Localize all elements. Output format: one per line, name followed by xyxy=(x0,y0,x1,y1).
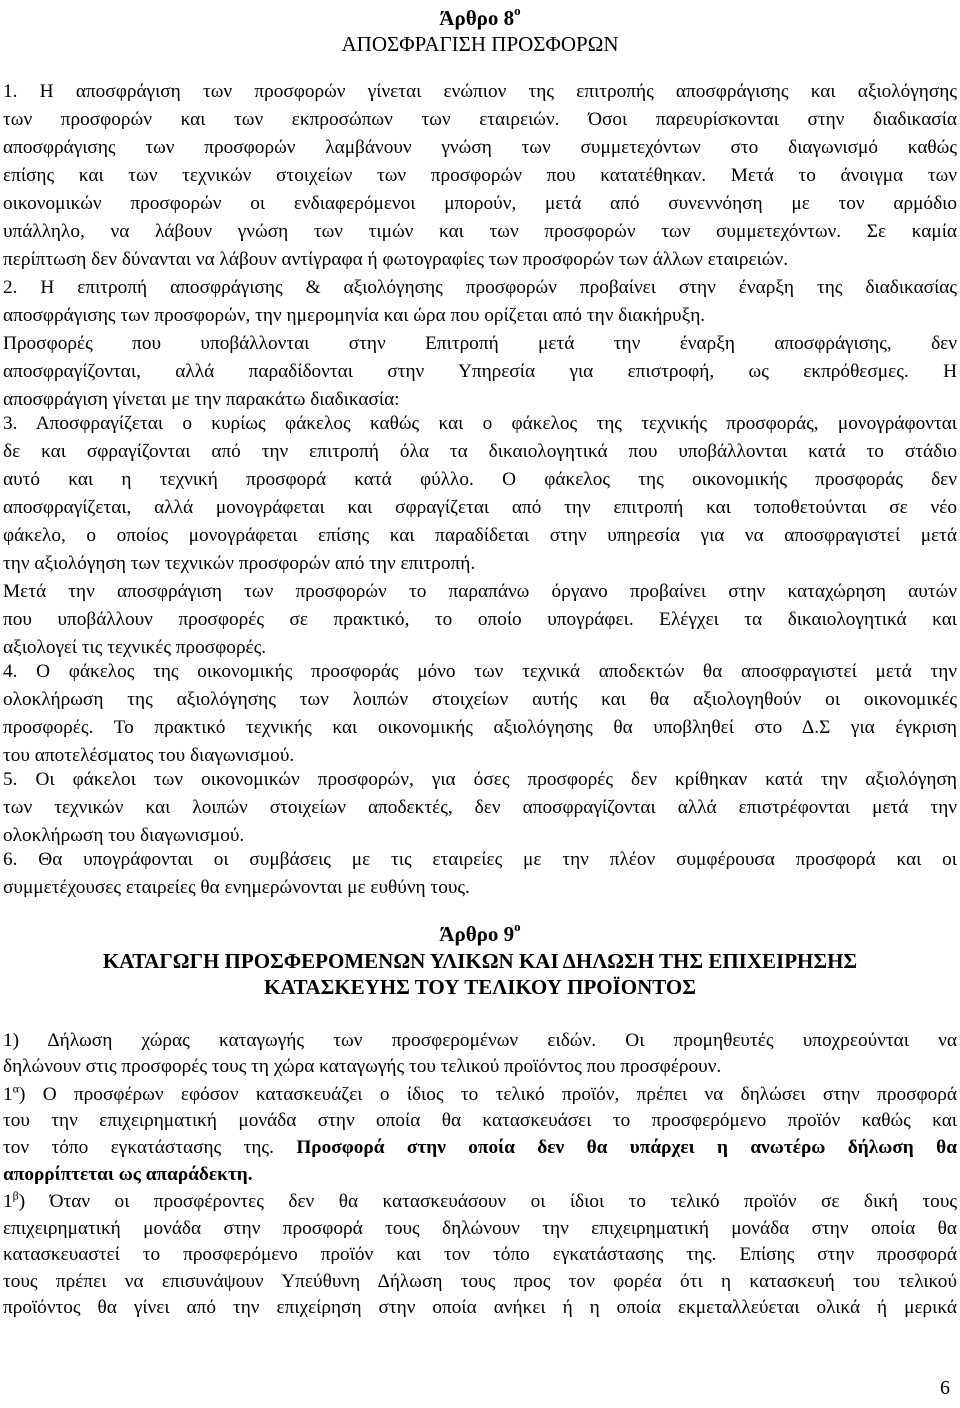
article8-body-line: των τεχνικών και λοιπών στοιχείων αποδεκτές, δεν αποσφραγίζονται αλλά επιστρέφονται μετά την xyxy=(3,797,957,818)
article8-body-line: δε και σφραγίζονται από την επιτροπή όλα τα δικαιολογητικά που υποβάλλονται κατά το στάδιο xyxy=(3,441,957,462)
article9-p2-line: απορρίπτεται ως απαράδεκτη. xyxy=(3,1164,253,1185)
article9-p3-line: επιχειρηματική μονάδα στην προσφορά τους δηλώνουν την επιχειρηματική μονάδα στην οποία θα xyxy=(3,1218,957,1239)
article8-body-line: Προσφορές που υποβάλλονται στην Επιτροπή μετά την έναρξη αποσφράγισης, δεν xyxy=(3,333,957,354)
article8-title: Άρθρο $8^o$ xyxy=(439,3,521,30)
article9-subtitle-line1: ΚΑΤΑΓΩΓΗ ΠΡΟΣΦΕΡΟΜΕΝΩΝ ΥΛΙΚΩΝ ΚΑΙ ΔΗΛΩΣΗ ΤΗΣ ΕΠΙΧΕΙΡΗΣΗΣ xyxy=(102,949,858,973)
article8-body-line: συμμετέχουσες εταιρείες θα ενημερώνονται με ευθύνη τους. xyxy=(3,877,470,898)
article8-body-line: 3. Αποσφραγίζεται ο κυρίως φάκελος καθώς και ο φάκελος της τεχνικής προσφοράς, μονογράφονται xyxy=(3,413,957,434)
article8-body-line: υπάλληλο, να λάβουν γνώση των τιμών και των προσφορών των συμμετεχόντων. Σε καμία xyxy=(3,221,957,242)
article8-body-line: φάκελο, ο οποίος μονογράφεται επίσης και παραδίδεται στην υπηρεσία για να αποσφραγιστεί μετά xyxy=(3,525,957,546)
article8-body-line: οικονομικών προσφορών οι ενδιαφερόμενοι μπορούν, μετά από συνεννόηση με τον αρμόδιο xyxy=(3,193,957,214)
article9-p3-line: προϊόντος θα γίνει από την επιχείρηση στην οποία ανήκει ή η οποία εκμεταλλεύεται ολικά ή μερικά xyxy=(3,1297,957,1318)
article9-p2-line: του την επιχειρηματική μονάδα στην οποία θα κατασκευάσει το προσφερόμενο προϊόν καθώς και xyxy=(3,1110,957,1131)
article8-body-line: αποσφραγίζεται, αλλά μονογράφεται και σφραγίζεται από την επιτροπή και τοποθετούνται σε νέο xyxy=(3,497,957,518)
article9-p1-line: 1) Δήλωση χώρας καταγωγής των προσφερομένων ειδών. Οι προμηθευτές υποχρεούνται να xyxy=(3,1030,957,1051)
article8-body-line: ολοκλήρωση του διαγωνισμού. xyxy=(3,825,245,846)
article8-body-line: Μετά την αποσφράγιση των προσφορών το παραπάνω όργανο προβαίνει στην καταχώρηση αυτών xyxy=(3,581,957,602)
article8-body-line: επίσης και των τεχνικών στοιχείων των προσφορών που κατατέθηκαν. Μετά το άνοιγμα των xyxy=(3,165,957,186)
article8-body-line: ολοκλήρωση της αξιολόγησης των λοιπών στοιχείων αυτής και θα αξιολογηθούν οι οικονομικές xyxy=(3,689,957,710)
article8-subtitle: ΑΠΟΣΦΡΑΓΙΣΗ ΠΡΟΣΦΟΡΩΝ xyxy=(341,32,619,56)
article8-body-line: των προσφορών και των εκπροσώπων των εταιρειών. Όσοι παρευρίσκονται στην διαδικασία xyxy=(3,109,957,130)
article9-p3-line: κατασκευαστεί το προσφερόμενο προϊόν και τον τόπο εγκατάστασης της. Επίσης στην προσφορά xyxy=(3,1244,957,1265)
article9-title: Άρθρο $9^o$ xyxy=(439,919,521,946)
article8-body-line: την αξιολόγηση των τεχνικών προσφορών από την επιτροπή. xyxy=(3,553,476,574)
article9-p3-line: τους πρέπει να επισυνάψουν Υπεύθυνη Δήλωση τους προς τον φορέα ότι η κατασκευή του τελικού xyxy=(3,1271,957,1292)
article9-p3-line: $1^\beta$) Όταν οι προσφέροντες δεν θα κατασκευάσουν οι ίδιοι το τελικό προϊόν σε δική τους xyxy=(3,1188,957,1212)
article9-p2-line: $1^\alpha$) Ο προσφέρων εφόσον κατασκευάζει ο ίδιος το τελικό προϊόν, πρέπει να δηλώσει στην προσφορά xyxy=(3,1081,957,1105)
article8-body-line: περίπτωση δεν δύνανται να λάβουν αντίγραφα ή φωτογραφίες των προσφορών των άλλων εταιρειών. xyxy=(3,249,789,270)
page-number: 6 xyxy=(940,1377,950,1399)
article8-body-line: 5. Οι φάκελοι των οικονομικών προσφορών, για όσες προσφορές δεν κρίθηκαν κατά την αξιολόγηση xyxy=(3,769,957,790)
article8-body-line: 4. Ο φάκελος της οικονομικής προσφοράς μόνο των τεχνικά αποδεκτών θα αποσφραγιστεί μετά την xyxy=(3,661,957,682)
article8-body-line: προσφορές. Το πρακτικό τεχνικής και οικονομικής αξιολόγησης θα υποβληθεί στο Δ.Σ για έγκριση xyxy=(3,717,957,738)
article8-body-line: αξιολογεί τις τεχνικές προσφορές. xyxy=(3,637,267,658)
article8-body-line: αποσφράγισης των προσφορών, την ημερομηνία και ώρα που ορίζεται από την διακήρυξη. xyxy=(3,305,706,326)
article8-body-line: 6. Θα υπογράφονται οι συμβάσεις με τις εταιρείες με την πλέον συμφέρουσα προσφορά και οι xyxy=(3,849,957,870)
article9-subtitle-line2: ΚΑΤΑΣΚΕΥΗΣ ΤΟΥ ΤΕΛΙΚΟΥ ΠΡΟΪΟΝΤΟΣ xyxy=(264,975,696,999)
article9-p1-line: δηλώνουν στις προσφορές τους τη χώρα καταγωγής του τελικού προϊόντος που προσφέρουν. xyxy=(3,1056,722,1077)
article8-body-line: αποσφράγιση γίνεται με την παρακάτω διαδικασία: xyxy=(3,389,400,410)
article8-body-line: που υποβάλλουν προσφορές σε πρακτικό, το οποίο υπογράφει. Ελέγχει τα δικαιολογητικά και xyxy=(3,609,957,630)
article8-body-line: αποσφραγίζονται, αλλά παραδίδονται στην Υπηρεσία για επιστροφή, ως εκπρόθεσμες. Η xyxy=(3,361,957,382)
article8-body-line: 1. Η αποσφράγιση των προσφορών γίνεται ενώπιον της επιτροπής αποσφράγισης και αξιολόγησης xyxy=(3,81,957,102)
article8-body-line: του αποτελέσματος του διαγωνισμού. xyxy=(3,745,295,766)
article8-body-line: 2. Η επιτροπή αποσφράγισης & αξιολόγησης προσφορών προβαίνει στην έναρξη της διαδικασίας xyxy=(3,277,957,298)
article9-p2-line: τον τόπο εγκατάστασης της. Προσφορά στην οποία δεν θα υπάρχει η ανωτέρω δήλωση θα xyxy=(3,1137,957,1158)
article8-body-line: αποσφράγισης των προσφορών λαμβάνουν γνώση των συμμετεχόντων στο διαγωνισμό καθώς xyxy=(3,137,957,158)
article8-body-line: αυτό και η τεχνική προσφορά κατά φύλλο. Ο φάκελος της οικονομικής προσφοράς δεν xyxy=(3,469,957,490)
